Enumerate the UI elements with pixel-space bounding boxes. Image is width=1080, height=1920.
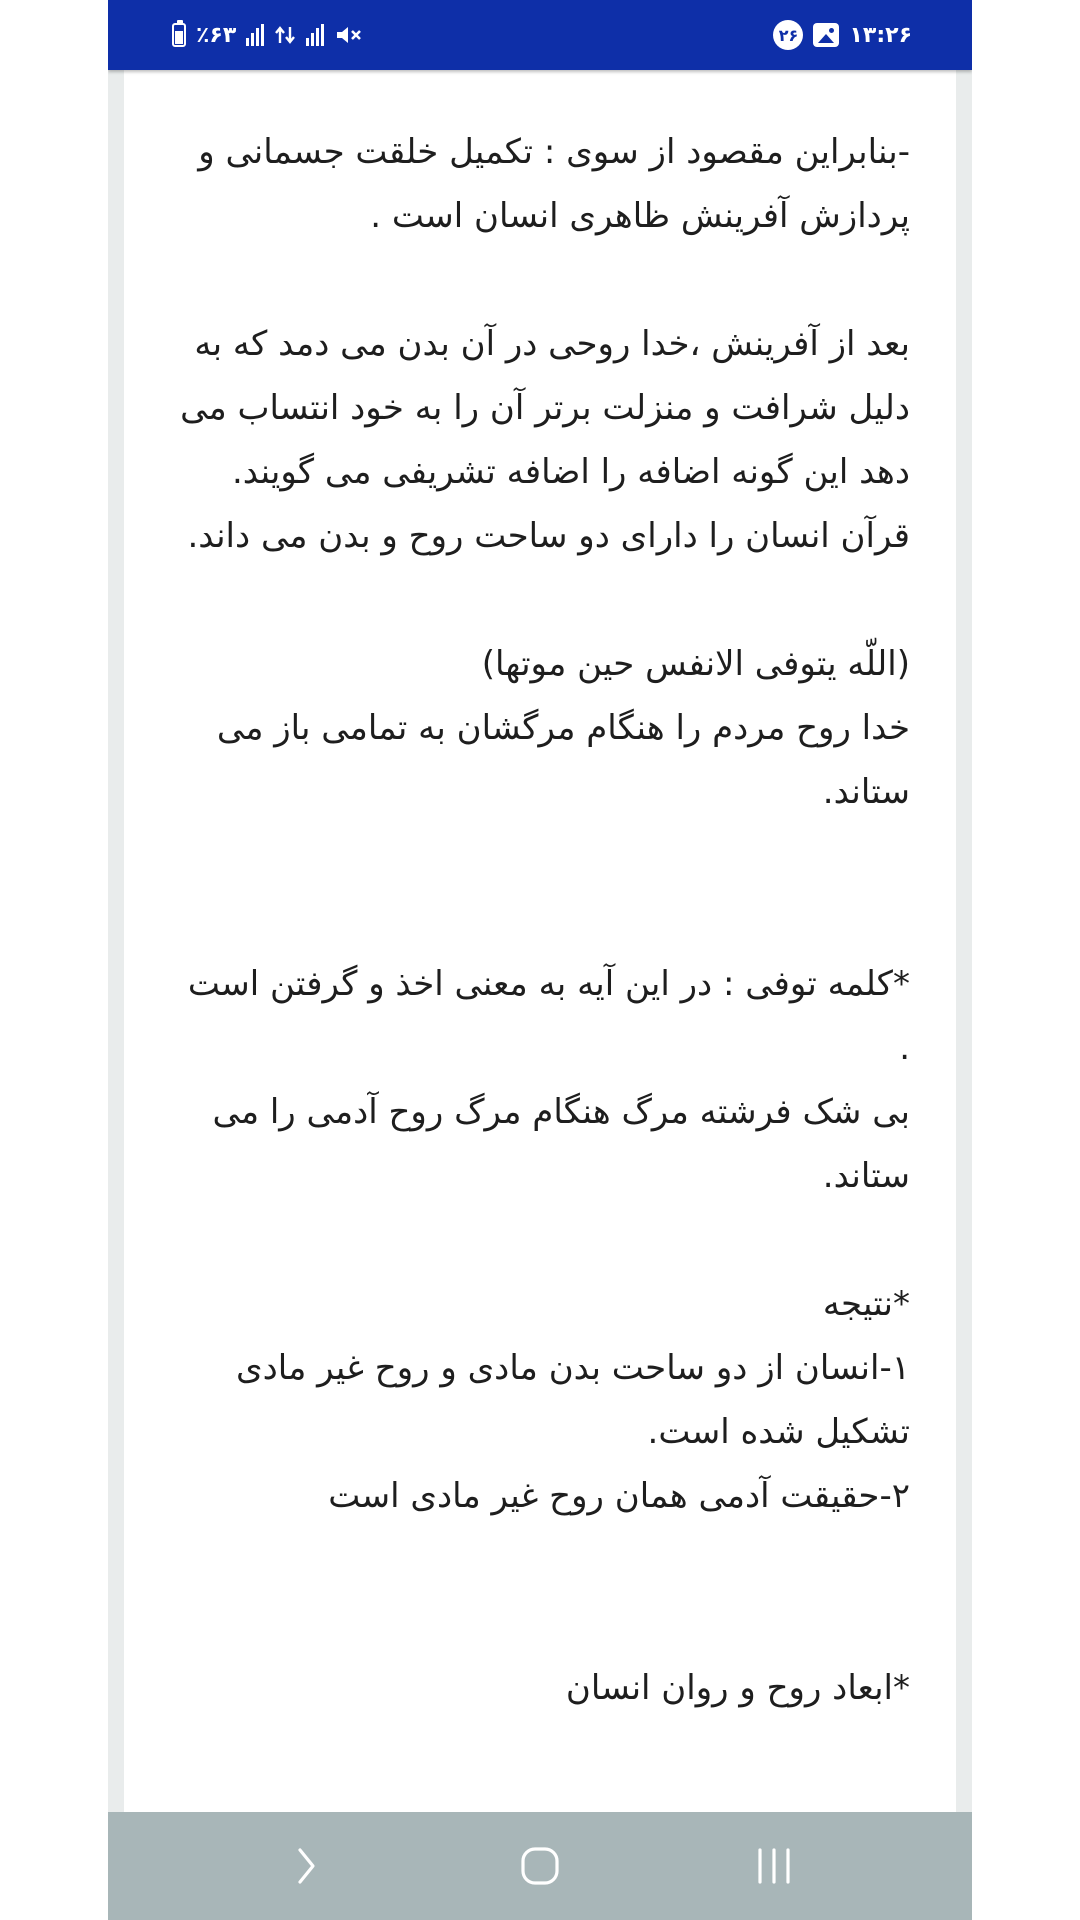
paragraph-spacer (170, 568, 910, 632)
notification-count-badge: ۲۶ (773, 20, 803, 50)
section-heading: *نتیجه (822, 1284, 910, 1324)
phone-screen (108, 0, 972, 1920)
paragraph: بعد از آفرینش ،خدا روحی در آن بدن می دمد که به دلیل شرافت و منزلت برتر آن را به خود انتساب می دهد این گونه اضافه را اضافه تشریفی می گویند. (180, 324, 910, 492)
list-item: ۲-حقیقت آدمی همان روح غیر مادی است (328, 1476, 910, 1516)
paragraph: قرآن انسان را دارای دو ساحت روح و بدن می داند. (187, 516, 910, 556)
content-area[interactable] (124, 70, 956, 1812)
recents-button[interactable] (714, 1812, 834, 1920)
verse-quote: (اللّه یتوفی الانفس حین موتها) (481, 644, 910, 684)
paragraph-spacer (170, 1208, 910, 1272)
paragraph: *کلمه توفی : در این آیه به معنی اخذ و گرفتن است . (187, 964, 910, 1068)
battery-percent: ٪۶۳ (196, 22, 237, 48)
signal-icon (246, 24, 264, 46)
list-item: ۱-انسان از دو ساحت بدن مادی و روح غیر مادی تشکیل شده است. (236, 1348, 910, 1452)
gallery-icon (813, 23, 839, 47)
recents-icon (754, 1846, 794, 1886)
back-icon (291, 1844, 321, 1888)
paragraph: -بنابراین مقصود از سوی : تکمیل خلقت جسمانی و پردازش آفرینش ظاهری انسان است . (198, 132, 910, 236)
navigation-bar (108, 1812, 972, 1920)
status-bar (108, 0, 972, 70)
paragraph: بی شک فرشته مرگ هنگام مرگ روح آدمی را می ستاند. (212, 1092, 910, 1196)
battery-fill (175, 31, 183, 44)
data-arrows-icon (274, 23, 296, 47)
article-text (124, 70, 956, 1720)
status-time: ۱۳:۲۶ (849, 22, 912, 48)
paragraph-spacer (170, 1528, 910, 1656)
mute-icon (334, 23, 362, 47)
paragraph: خدا روح مردم را هنگام مرگشان به تمامی باز می ستاند. (216, 708, 910, 812)
back-button[interactable] (246, 1812, 366, 1920)
status-bar-right (773, 0, 912, 70)
home-icon (520, 1846, 560, 1886)
battery-icon (172, 23, 186, 47)
section-heading: *ابعاد روح و روان انسان (565, 1668, 910, 1708)
paragraph-spacer (170, 824, 910, 952)
paragraph-spacer (170, 248, 910, 312)
status-bar-left (172, 0, 362, 70)
home-button[interactable] (480, 1812, 600, 1920)
signal-icon (306, 24, 324, 46)
